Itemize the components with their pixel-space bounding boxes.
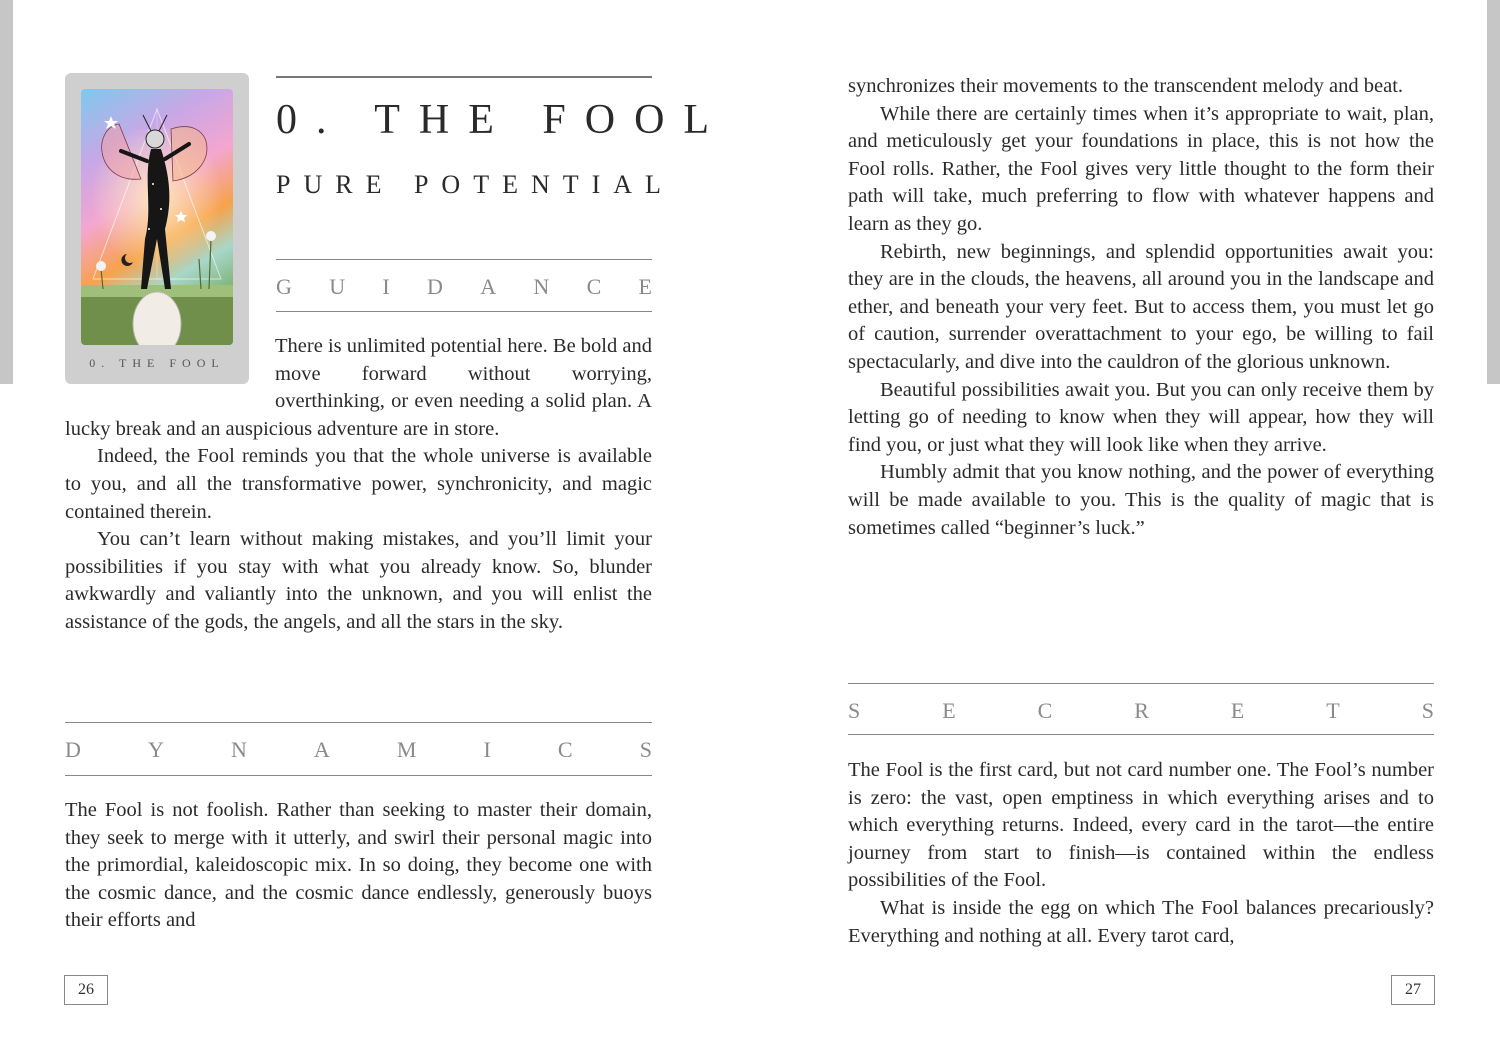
page-number-left: 26 (64, 975, 108, 1005)
body-paragraph: Humbly admit that you know nothing, and the power of everything will be made available to you. This is the quality of magic that is sometimes called “beginner’s luck.” (848, 461, 1434, 539)
secrets-bottom-rule (848, 734, 1434, 735)
guidance-paragraph: You can’t learn without making mistakes, and you’ll limit your possibilities if you stay with what you already know. So, blunder awkwardly and valiantly into the unknown, and you will enlist the assistance of the gods, the angels, and all the stars in the sky. (65, 528, 652, 633)
body-paragraph: While there are certainly times when it’s appropriate to wait, plan, and meticulously get your foundations in place, this is not how the Fool rolls. Rather, the Fool gives very little thought to the form their path will take, much preferring to flow with whatever happens and learn as they go. (848, 102, 1434, 235)
title-top-rule (276, 76, 652, 78)
guidance-paragraph: Indeed, the Fool reminds you that the whole universe is available to you, and all the transformative power, synchronicity, and magic contained therein. (65, 445, 652, 523)
heading-letter: U (329, 274, 346, 299)
page-edge-left (0, 0, 13, 384)
heading-letter: I (483, 737, 491, 762)
dynamics-heading (65, 737, 652, 763)
dynamics-top-rule (65, 722, 652, 723)
heading-letter: R (1134, 698, 1149, 723)
heading-letter: A (480, 274, 497, 299)
heading-letter: C (557, 737, 573, 762)
right-page-body (848, 73, 1434, 542)
secrets-paragraph: What is inside the egg on which The Fool balances precariously? Everything and nothing at all. Every tarot card, (848, 896, 1434, 947)
body-paragraph: Rebirth, new beginnings, and splendid opportunities await you: they are in the clouds, the heavens, all around you in the landscape and ether, and beneath your very feet. But to access them, you must let go of caution, surrender overattachment to your ego, be willing to fail spectacularly, and dive into the cauldron of the glorious unknown. (848, 240, 1434, 373)
guidance-bottom-rule (276, 311, 652, 312)
secrets-paragraph: The Fool is the first card, but not card number one. The Fool’s number is zero: the vast, open emptiness in which everything arises and to which everything returns. Indeed, every card in the tarot—the entire journey from start to finish—is contained within the endless possibilities of the Fool. (848, 759, 1434, 892)
heading-letter: D (427, 274, 443, 299)
dynamics-body (65, 797, 652, 935)
dynamics-bottom-rule (65, 775, 652, 776)
heading-letter: E (1230, 698, 1245, 723)
heading-letter: I (382, 274, 390, 299)
page-number-right: 27 (1391, 975, 1435, 1005)
heading-letter: C (1037, 698, 1053, 723)
guidance-paragraph: There is unlimited potential here. Be bold and move forward without worrying, overthinking, or even needing a solid plan. A lucky break and an auspicious adventure are in store. (65, 335, 652, 440)
heading-letter: D (65, 737, 81, 762)
page-edge-right (1487, 0, 1500, 384)
heading-letter: E (638, 274, 652, 299)
secrets-body (848, 757, 1434, 950)
heading-letter: Y (147, 737, 164, 762)
heading-letter: T (1326, 698, 1340, 723)
page-subtitle: PURE POTENTIAL (276, 170, 674, 199)
heading-letter: G (276, 274, 292, 299)
card-caption: 0. THE FOOL (89, 356, 225, 370)
secrets-heading (848, 698, 1434, 724)
guidance-body (65, 333, 652, 637)
page-title: 0. THE FOOL (276, 97, 729, 143)
secrets-top-rule (848, 683, 1434, 684)
fool-card-illustration (81, 89, 233, 345)
heading-letter: N (230, 737, 247, 762)
continued-paragraph: synchronizes their movements to the transcendent melody and beat. (848, 75, 1404, 97)
heading-letter: E (942, 698, 956, 723)
guidance-top-rule (276, 259, 652, 260)
heading-letter: C (586, 274, 602, 299)
heading-letter: S (639, 737, 652, 762)
dynamics-paragraph: The Fool is not foolish. Rather than seeking to master their domain, they seek to merge with it utterly, and swirl their personal magic into the primordial, kaleidoscopic mix. In so doing, they become one with the cosmic dance, and the cosmic dance endlessly, generously buoys their efforts and (65, 799, 652, 932)
heading-letter: S (1421, 698, 1434, 723)
heading-letter: N (533, 274, 550, 299)
body-paragraph: Beautiful possibilities await you. But you can only receive them by letting go of needing to know when they will appear, how they will find you, or just what they will look like when they arrive. (848, 378, 1434, 456)
heading-letter: M (396, 737, 417, 762)
card-wrap-spacer (65, 333, 275, 408)
guidance-heading (276, 274, 652, 300)
heading-letter: A (313, 737, 330, 762)
heading-letter: S (848, 698, 861, 723)
